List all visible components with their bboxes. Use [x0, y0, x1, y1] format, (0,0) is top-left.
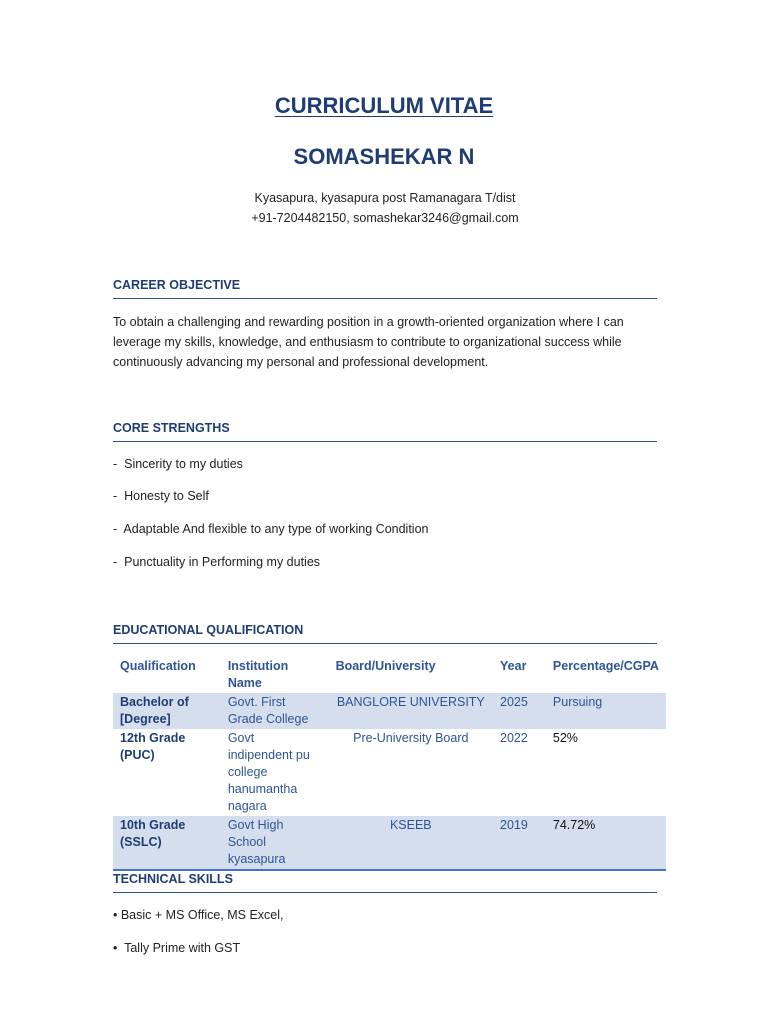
percentage-cell: Pursuing	[546, 693, 666, 729]
institution-cell: Govt High School kyasapura	[221, 816, 329, 870]
phone-email-line: +91-7204482150, somashekar3246@gmail.com	[251, 211, 519, 225]
institution-cell: Govt indipendent pu college hanumantha nagara	[227, 731, 310, 813]
column-header: Qualification	[120, 659, 196, 673]
table-row	[113, 693, 666, 729]
year-cell: 2019	[493, 816, 546, 870]
skill-item: • Tally Prime with GST	[113, 941, 241, 955]
percentage-cell: 74.72%	[546, 816, 666, 870]
address-line: Kyasapura, kyasapura post Ramanagara T/dist	[254, 191, 516, 205]
year-cell: 2025	[493, 693, 546, 729]
education-heading: EDUCATIONAL QUALIFICATION	[113, 623, 657, 644]
qualification-cell: Bachelor of [Degree]	[113, 693, 221, 729]
column-header: Year	[500, 659, 527, 673]
column-header: Percentage/CGPA	[552, 659, 659, 673]
board-cell: BANGLORE UNIVERSITY	[329, 693, 493, 729]
column-header: Institution Name	[227, 659, 289, 690]
candidate-name: SOMASHEKAR N	[293, 144, 475, 169]
year-cell: 2022	[500, 731, 528, 745]
strength-item: - Adaptable And flexible to any type of working Condition	[113, 522, 429, 536]
strength-item: - Honesty to Self	[113, 489, 209, 503]
board-cell: KSEEB	[329, 816, 493, 870]
column-header: Board/University	[335, 659, 436, 673]
career-objective-text: To obtain a challenging and rewarding position in a growth-oriented organization where I can leverage my skills, knowledge, and enthusiasm to contribute to organizational success while continuously advancing my personal and professional development.	[113, 315, 624, 369]
institution-cell: Govt. First Grade College	[221, 693, 329, 729]
strength-item: - Punctuality in Performing my duties	[113, 555, 321, 569]
core-strengths-heading: CORE STRENGTHS	[113, 421, 657, 442]
board-cell: Pre-University Board	[353, 731, 469, 745]
table-row	[113, 816, 666, 870]
table-header-row	[113, 656, 666, 693]
table-row	[113, 729, 666, 816]
career-objective-heading: CAREER OBJECTIVE	[113, 278, 657, 299]
document-title: CURRICULUM VITAE	[274, 93, 494, 118]
qualification-cell: 12th Grade (PUC)	[120, 731, 186, 762]
strength-item: - Sincerity to my duties	[113, 457, 243, 471]
skill-item: • Basic + MS Office, MS Excel,	[113, 908, 284, 922]
qualification-cell: 10th Grade (SSLC)	[113, 816, 221, 870]
education-table	[113, 656, 666, 871]
percentage-cell: 52%	[552, 731, 578, 745]
technical-skills-heading: TECHNICAL SKILLS	[113, 872, 657, 893]
